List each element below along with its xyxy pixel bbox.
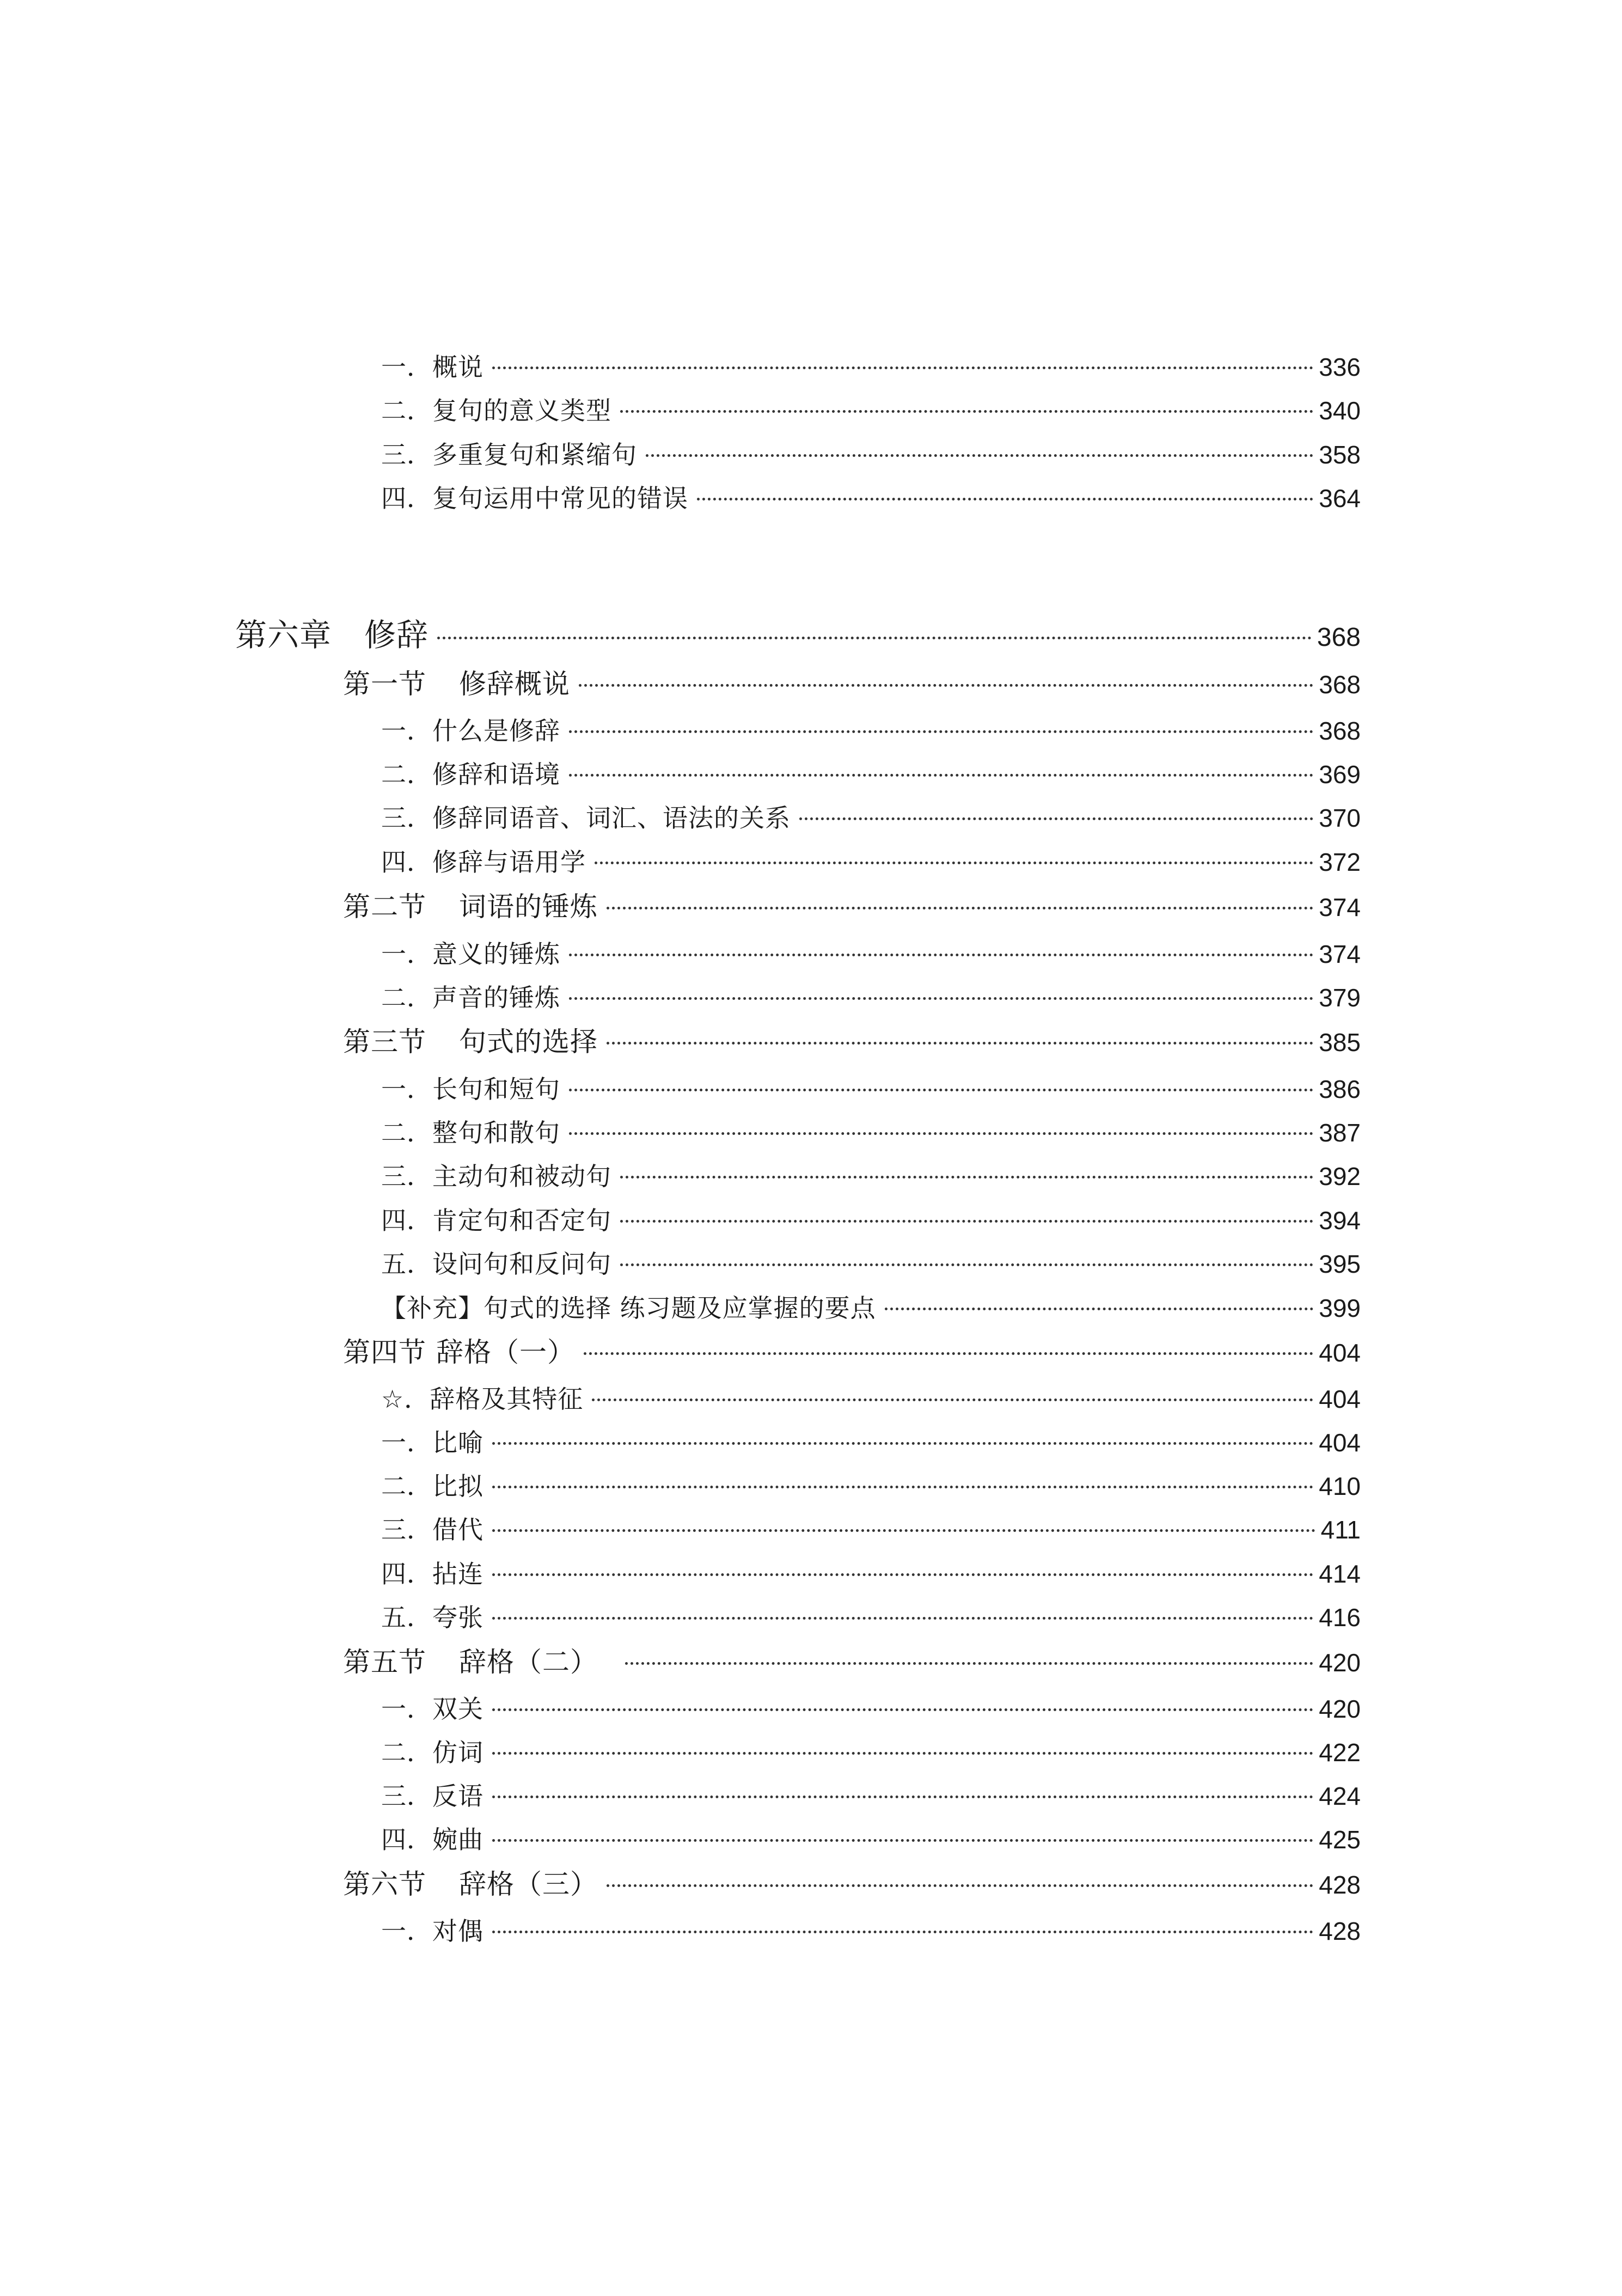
toc-entry[interactable] [381, 351, 1361, 383]
section-number: 第一节 [343, 668, 426, 700]
toc-entry[interactable] [381, 1693, 1361, 1725]
dot-leader [625, 1662, 1313, 1665]
toc-entry-label: 四．肯定句和否定句 [381, 1206, 611, 1235]
dot-leader [569, 1089, 1313, 1091]
toc-entry-label: 二．仿词 [381, 1738, 483, 1767]
toc-entry-page: 394 [1319, 1206, 1361, 1235]
dot-leader [885, 1308, 1314, 1310]
toc-entry-page: 387 [1319, 1119, 1361, 1147]
toc-entry-page: 420 [1319, 1695, 1361, 1723]
toc-section-label [343, 889, 598, 924]
toc-section-entry[interactable] [343, 1024, 1361, 1060]
toc-entry-page: 399 [1319, 1294, 1361, 1322]
dot-leader [569, 997, 1313, 1000]
toc-entry-label: ☆．辞格及其特征 [381, 1384, 584, 1414]
dot-leader [492, 1839, 1313, 1842]
toc-entry[interactable] [381, 394, 1361, 427]
dot-leader [492, 1752, 1313, 1755]
toc-entry-label: 一．概说 [381, 352, 483, 382]
toc-entry-label: 三．主动句和被动句 [381, 1162, 611, 1191]
section-number: 第四节 [343, 1336, 426, 1368]
toc-entry-page: 404 [1319, 1428, 1361, 1457]
toc-entry[interactable] [381, 981, 1361, 1014]
toc-entry-page: 336 [1319, 353, 1361, 381]
toc-entry-page: 340 [1319, 396, 1361, 425]
toc-entry[interactable] [381, 1160, 1361, 1193]
toc-entry[interactable] [381, 758, 1361, 791]
toc-entry-label: 四．修辞与语用学 [381, 847, 586, 877]
toc-entry-page: 368 [1319, 717, 1361, 745]
toc-entry-label: 四．复句运用中常见的错误 [381, 484, 688, 513]
toc-section-entry[interactable] [343, 889, 1361, 925]
section-title: 辞格（二） [459, 1646, 598, 1678]
toc-section-label [343, 1867, 598, 1902]
toc-entry-label: 三．多重复句和紧缩句 [381, 440, 637, 469]
dot-leader [492, 1708, 1313, 1711]
toc-entry[interactable] [381, 1558, 1361, 1590]
dot-leader [607, 1884, 1313, 1887]
toc-section-entry[interactable] [343, 1645, 1361, 1680]
toc-entry-label: 二．整句和散句 [381, 1118, 560, 1147]
dot-leader [492, 1931, 1313, 1933]
toc-entry-label: 五．设问句和反问句 [381, 1249, 611, 1279]
toc-section-label [343, 1335, 575, 1370]
dot-leader [799, 817, 1313, 820]
dot-leader [437, 637, 1312, 639]
toc-entry[interactable] [381, 802, 1361, 834]
dot-leader [492, 1617, 1313, 1620]
dot-leader [620, 1176, 1313, 1178]
toc-entry[interactable] [381, 1915, 1361, 1947]
dot-leader [595, 862, 1313, 864]
toc-entry-label: 三．借代 [381, 1515, 483, 1544]
toc-section-label [343, 1024, 598, 1059]
toc-section-entry[interactable] [343, 1867, 1361, 1902]
chapter-title: 修辞 [364, 616, 429, 654]
toc-entry-label: 一．双关 [381, 1694, 483, 1724]
toc-section-page: 420 [1319, 1648, 1361, 1677]
toc-entry-label: 四．婉曲 [381, 1825, 483, 1854]
section-title: 辞格（一） [436, 1336, 575, 1368]
toc-entry-page: 424 [1319, 1782, 1361, 1810]
section-number: 第二节 [343, 891, 426, 923]
toc-entry-label: 二．复句的意义类型 [381, 396, 611, 425]
toc-entry-label: 四．拈连 [381, 1559, 483, 1589]
toc-entry[interactable] [381, 715, 1361, 747]
dot-leader [607, 907, 1313, 909]
toc-entry-page: 372 [1319, 848, 1361, 876]
dot-leader [620, 1263, 1313, 1266]
toc-entry[interactable] [381, 1248, 1361, 1280]
section-title: 词语的锤炼 [459, 891, 598, 923]
section-number: 第五节 [343, 1646, 426, 1678]
toc-entry-page: 422 [1319, 1738, 1361, 1767]
toc-entry-label: 一．比喻 [381, 1428, 483, 1457]
toc-entry-page: 364 [1319, 484, 1361, 512]
section-title: 句式的选择 [459, 1026, 598, 1058]
toc-section-label [343, 1645, 598, 1680]
toc-entry-page: 370 [1319, 804, 1361, 832]
toc-entry-label: 一．意义的锤炼 [381, 939, 560, 969]
toc-entry[interactable] [381, 1292, 1361, 1324]
dot-leader [579, 684, 1313, 687]
dot-leader [492, 1796, 1313, 1798]
toc-entry[interactable] [381, 482, 1361, 515]
dot-leader [697, 498, 1313, 500]
toc-entry[interactable] [381, 1736, 1361, 1769]
toc-entry-page: 410 [1319, 1472, 1361, 1500]
toc-entry[interactable] [381, 846, 1361, 878]
toc-entry-page: 428 [1319, 1917, 1361, 1945]
toc-chapter-page: 368 [1317, 623, 1361, 652]
toc-entry-label: 一．什么是修辞 [381, 716, 560, 746]
dot-leader [492, 367, 1313, 369]
toc-entry[interactable] [381, 938, 1361, 970]
toc-entry-label: 三．修辞同语音、词汇、语法的关系 [381, 803, 791, 833]
toc-entry-page: 369 [1319, 760, 1361, 789]
toc-section-page: 374 [1319, 893, 1361, 921]
dot-leader [584, 1352, 1313, 1355]
toc-entry-page: 404 [1319, 1385, 1361, 1413]
dot-leader [492, 1529, 1315, 1532]
toc-entry[interactable] [381, 1426, 1361, 1459]
toc-section-page: 385 [1319, 1028, 1361, 1057]
toc-entry[interactable] [381, 1601, 1361, 1634]
section-number: 第六节 [343, 1868, 426, 1900]
toc-entry[interactable] [381, 1513, 1361, 1546]
dot-leader [620, 1220, 1313, 1223]
toc-entry-label: 二．声音的锤炼 [381, 983, 560, 1012]
toc-entry-label: 五．夸张 [381, 1603, 483, 1632]
toc-entry-label: 【补充】句式的选择 练习题及应掌握的要点 [381, 1293, 876, 1323]
toc-entry[interactable] [381, 1383, 1361, 1415]
toc-entry-page: 392 [1319, 1162, 1361, 1190]
dot-leader [569, 1132, 1313, 1135]
toc-entry-page: 414 [1319, 1560, 1361, 1588]
toc-entry[interactable] [381, 1470, 1361, 1503]
toc-entry-page: 379 [1319, 984, 1361, 1012]
dot-leader [569, 730, 1313, 733]
toc-section-label [343, 667, 570, 701]
toc-entry-label: 三．反语 [381, 1781, 483, 1811]
dot-leader [492, 1442, 1313, 1445]
toc-section-page: 404 [1319, 1339, 1361, 1367]
dot-leader [620, 410, 1313, 413]
toc-chapter-entry[interactable] [235, 615, 1361, 657]
dot-leader [569, 954, 1313, 956]
toc-entry-label: 一．对偶 [381, 1916, 483, 1946]
toc-section-page: 368 [1319, 670, 1361, 699]
toc-section-page: 428 [1319, 1871, 1361, 1899]
toc-entry-page: 395 [1319, 1250, 1361, 1278]
dot-leader [569, 774, 1313, 777]
toc-section-entry[interactable] [343, 1335, 1361, 1370]
dot-leader [607, 1042, 1313, 1045]
chapter-number: 第六章 [235, 616, 332, 654]
toc-section-entry[interactable] [343, 667, 1361, 702]
dot-leader [646, 454, 1313, 457]
toc-entry-page: 374 [1319, 940, 1361, 968]
toc-entry[interactable] [381, 1204, 1361, 1237]
section-number: 第三节 [343, 1026, 426, 1058]
section-title: 辞格（三） [459, 1868, 598, 1900]
dot-leader [592, 1399, 1313, 1401]
toc-entry-page: 358 [1319, 441, 1361, 469]
toc-entry[interactable] [381, 1780, 1361, 1812]
dot-leader [492, 1486, 1313, 1488]
toc-entry-label: 二．修辞和语境 [381, 760, 560, 789]
toc-entry-page: 411 [1320, 1516, 1361, 1544]
toc-entry[interactable] [381, 1116, 1361, 1149]
toc-entry-page: 386 [1319, 1075, 1361, 1103]
toc-entry-page: 416 [1319, 1603, 1361, 1632]
toc-entry[interactable] [381, 438, 1361, 471]
toc-entry-label: 一．长句和短句 [381, 1074, 560, 1104]
toc-chapter-label [235, 615, 429, 655]
toc-entry[interactable] [381, 1073, 1361, 1106]
dot-leader [492, 1573, 1313, 1576]
toc-entry-label: 二．比拟 [381, 1471, 483, 1501]
toc-entry[interactable] [381, 1823, 1361, 1856]
section-title: 修辞概说 [459, 668, 570, 700]
toc-entry-page: 425 [1319, 1825, 1361, 1854]
